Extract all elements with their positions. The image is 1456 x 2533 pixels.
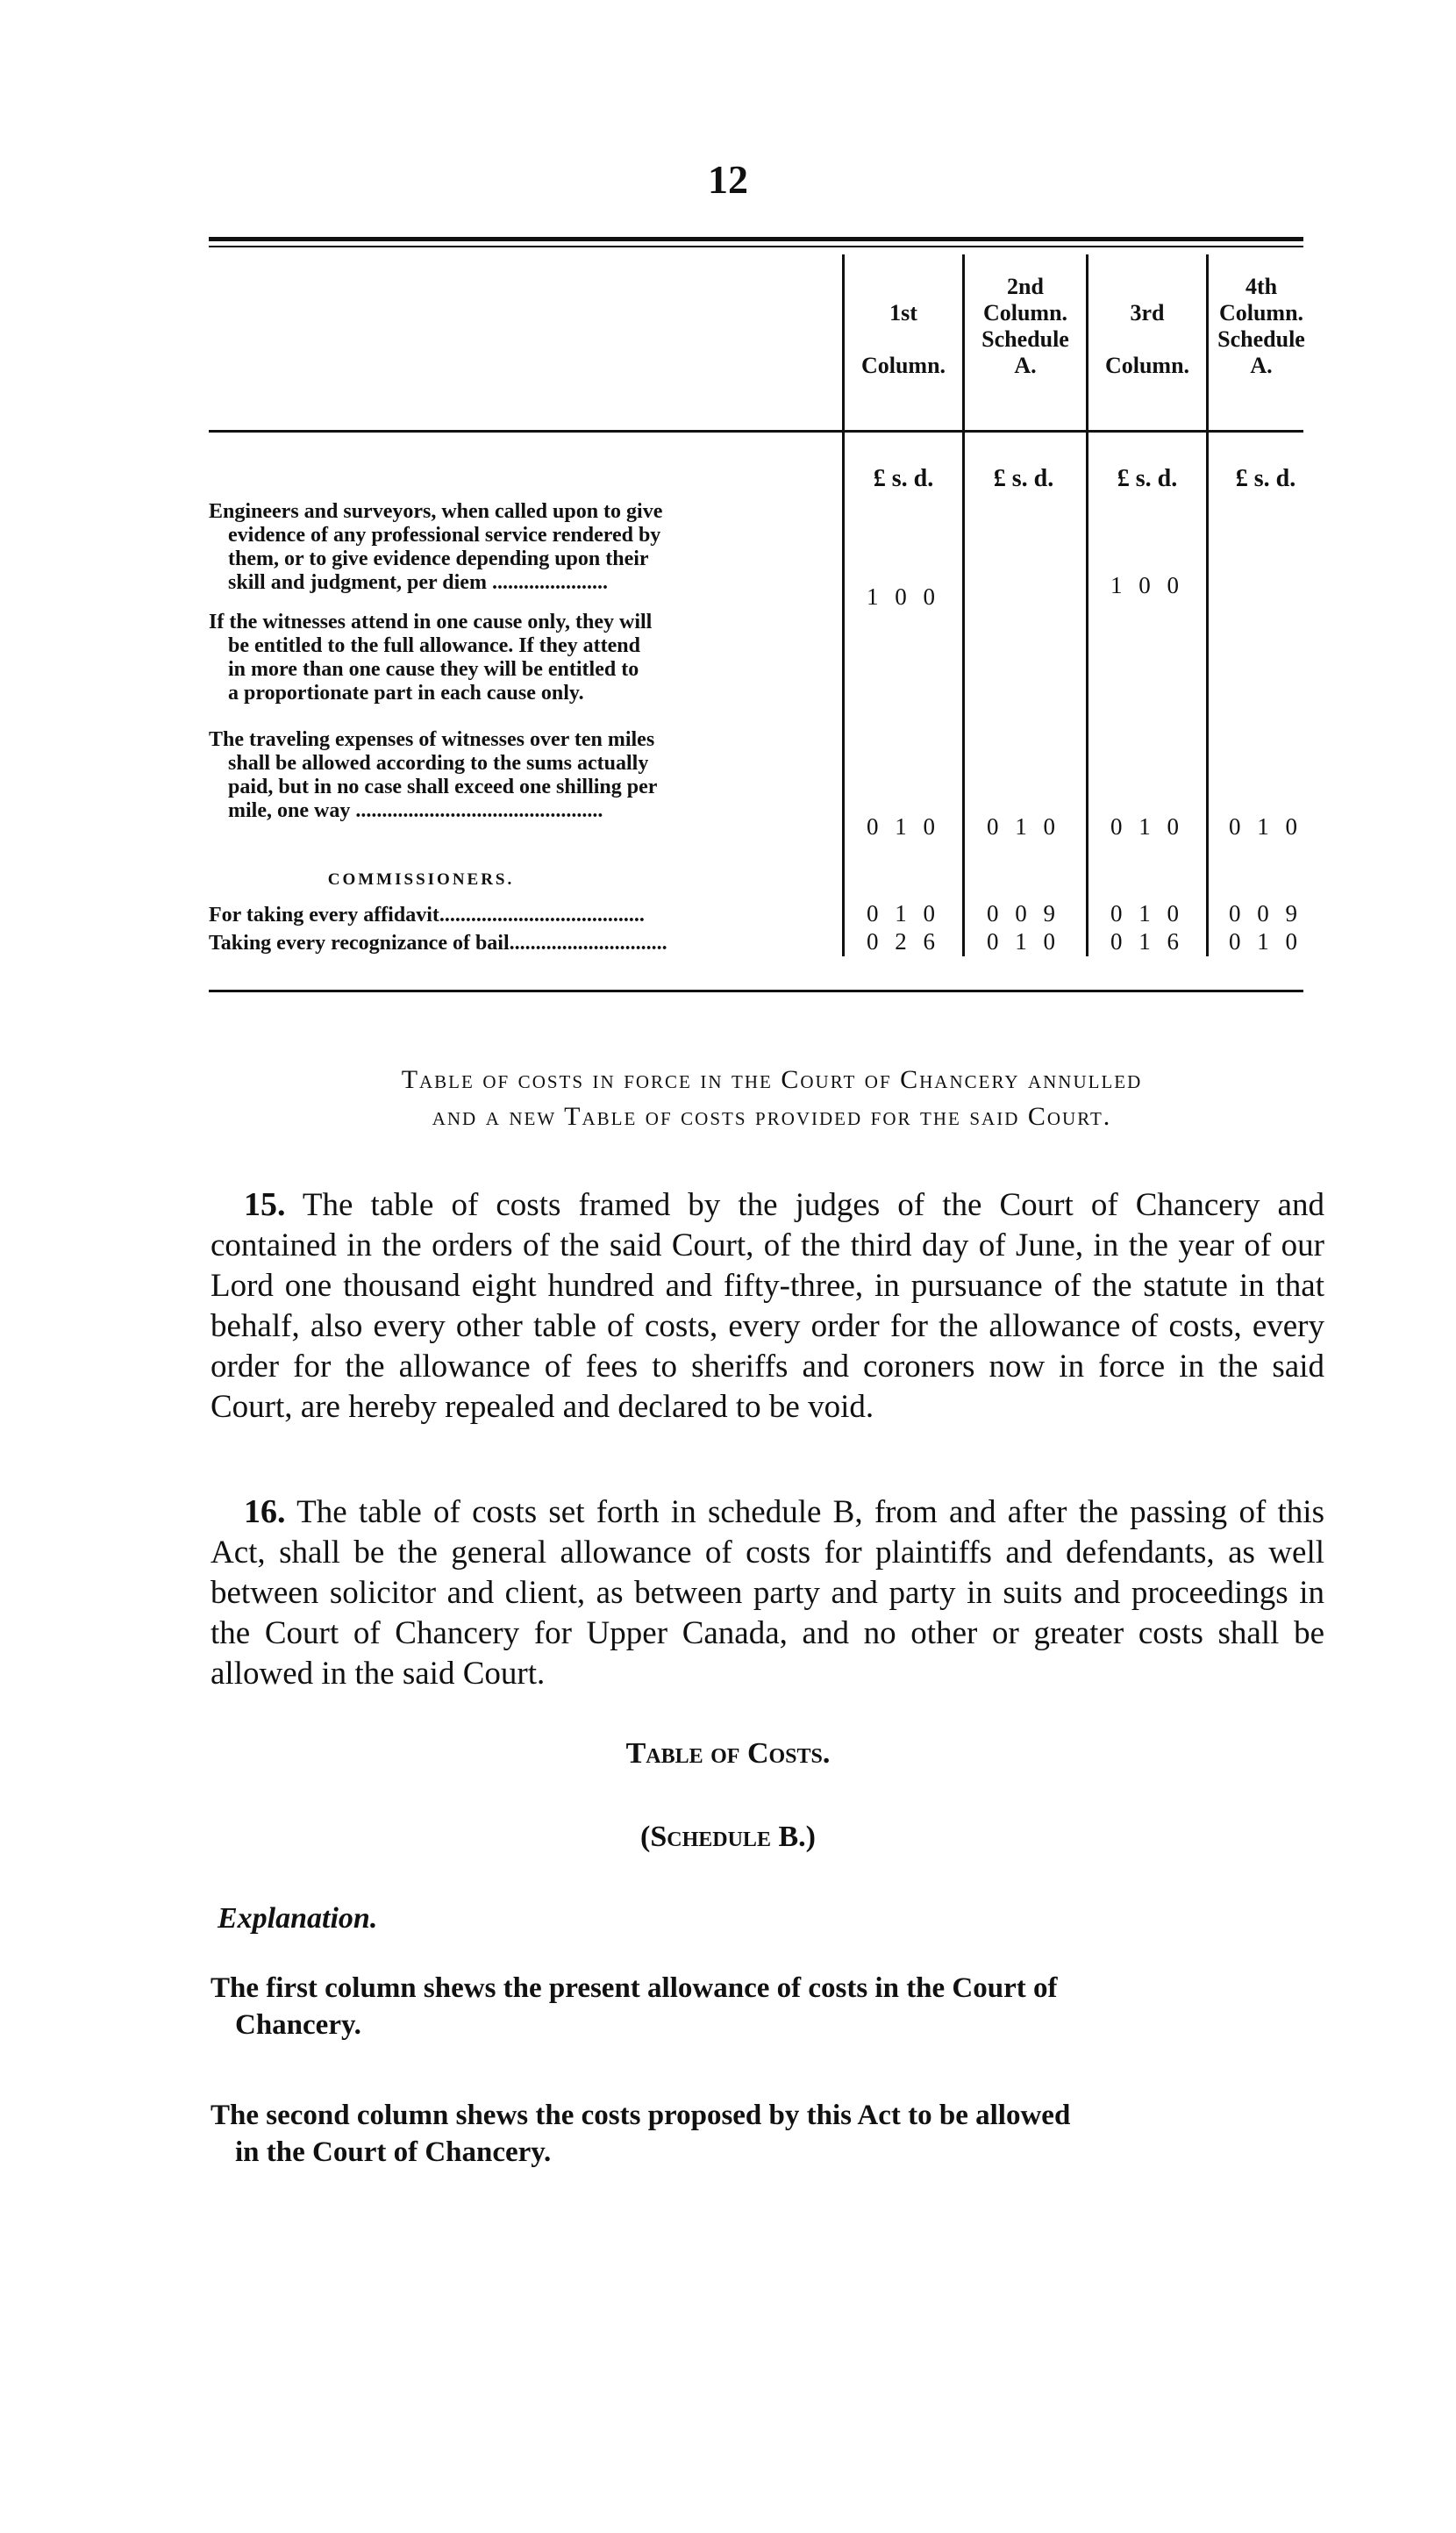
table-bottom-rule — [209, 990, 1303, 992]
row-text-line: The traveling expenses of witnesses over ten miles — [209, 728, 655, 751]
explanation-title: Explanation. — [218, 1902, 378, 1935]
explanation-line: Chancery. — [235, 2009, 361, 2041]
cell-value: 0 1 0 — [867, 900, 940, 927]
row-text-line: them, or to give evidence depending upon their — [228, 547, 649, 570]
cell-value: 0 1 0 — [1110, 813, 1184, 840]
column-header-line — [845, 274, 962, 300]
column-header-line — [1088, 326, 1206, 353]
paragraph-15 — [211, 1184, 1324, 1427]
table-row-recognizance: Taking every recognizance of bail.............................. — [209, 932, 667, 955]
cell-value: 0 0 9 — [987, 900, 1060, 927]
paragraph-16 — [211, 1492, 1324, 1694]
row-text-line: paid, but in no case shall exceed one shilling per — [228, 776, 658, 798]
row-text-line: skill and judgment, per diem ...................... — [228, 571, 608, 594]
table-row-engineers — [209, 500, 842, 595]
schedule-label: (Schedule B.) — [640, 1821, 816, 1853]
section-number: 15. — [244, 1186, 286, 1223]
cell-value: 0 1 0 — [1110, 900, 1184, 927]
column-header-3 — [1088, 274, 1206, 379]
column-header-line: 4th — [1245, 274, 1278, 299]
column-header-line: Column. — [860, 353, 946, 378]
commissioners-heading: COMMISSIONERS. — [327, 870, 515, 889]
row-text-line: be entitled to the full allowance. If they attend — [228, 634, 640, 657]
column-header-1 — [845, 274, 962, 379]
column-header-line — [845, 326, 962, 353]
cell-value: 0 1 0 — [1229, 928, 1303, 955]
paragraph-text: The table of costs framed by the judges of the Court of Chancery and contained in the orders of the said Court, of the third day of June, in the year of our Lord one thousand eight hundred and fifty-three, in pursuance of the statute in that behalf, also every other table of costs, every order for the allowance of costs, every order for the allowance of fees to sheriffs and coroners now in force in the said Court, are hereby repealed and declared to be void. — [211, 1187, 1324, 1425]
explanation-line: The first column shews the present allowance of costs in the Court of — [211, 1972, 1058, 2004]
unit-label: £ s. d. — [873, 465, 934, 492]
page-number: 12 — [708, 157, 748, 202]
header-bottom-rule — [209, 430, 1303, 433]
row-text-line: mile, one way ............................................... — [228, 799, 603, 822]
cell-value: 1 0 0 — [1110, 572, 1184, 598]
column-header-line: Column. — [1218, 300, 1304, 326]
unit-label: £ s. d. — [1235, 465, 1296, 492]
row-text-line: a proportionate part in each cause only. — [228, 682, 584, 705]
explanation-line: in the Court of Chancery. — [235, 2136, 552, 2168]
row-text-line: evidence of any professional service rendered by — [228, 524, 661, 547]
cell-value: 0 1 0 — [1229, 813, 1303, 840]
table-row-traveling — [209, 728, 842, 823]
explanation-item — [211, 1970, 1333, 2043]
table-row-witnesses — [209, 611, 842, 705]
table-row-affidavit: For taking every affidavit....................................... — [209, 904, 645, 927]
column-header-line: 2nd — [1007, 274, 1044, 299]
column-header-line: 3rd — [1130, 300, 1165, 326]
cell-value: 0 1 6 — [1110, 928, 1184, 955]
row-text-line: in more than one cause they will be entitled to — [228, 658, 639, 681]
section-heading — [193, 1062, 1351, 1135]
column-header-line: A. — [1014, 353, 1037, 378]
unit-label: £ s. d. — [1117, 465, 1178, 492]
section-number: 16. — [244, 1493, 286, 1530]
cell-value: 0 2 6 — [867, 928, 940, 955]
row-text-line: If the witnesses attend in one cause only, they will — [209, 611, 653, 633]
column-header-line: Schedule — [981, 326, 1069, 352]
column-header-line — [1088, 274, 1206, 300]
section-heading-line: Table of costs in force in the Court of Chancery annulled — [401, 1065, 1143, 1094]
cell-value: 0 1 0 — [987, 813, 1060, 840]
table-top-rule-thin — [209, 246, 1303, 247]
cell-value: 0 1 0 — [987, 928, 1060, 955]
unit-label: £ s. d. — [993, 465, 1054, 492]
row-text-line: shall be allowed according to the sums actually — [228, 752, 649, 775]
explanation-line: The second column shews the costs proposed by this Act to be allowed — [211, 2100, 1071, 2131]
explanation-item — [211, 2097, 1333, 2171]
table-of-costs-title: Table of Costs. — [625, 1737, 831, 1770]
column-header-2 — [965, 274, 1086, 379]
cell-value: 0 1 0 — [867, 813, 940, 840]
column-header-line: 1st — [889, 300, 917, 326]
table-top-rule — [209, 237, 1303, 241]
row-text-line: Engineers and surveyors, when called upon to give — [209, 500, 663, 523]
column-header-line: Schedule — [1217, 326, 1305, 352]
column-header-4 — [1209, 274, 1314, 379]
column-header-line: Column. — [1104, 353, 1190, 378]
paragraph-text: The table of costs set forth in schedule B, from and after the passing of this Act, shall be the general allowance of costs for plaintiffs and defendants, as well between solicitor and client, as between party and party in suits and proceedings in the Court of Chancery for Upper Canada, and no other or greater costs shall be allowed in the said Court. — [211, 1494, 1324, 1692]
section-heading-line: and a new Table of costs provided for the said Court. — [432, 1102, 1112, 1131]
cell-value: 1 0 0 — [867, 583, 940, 610]
cell-value: 0 0 9 — [1229, 900, 1303, 927]
column-header-line: A. — [1250, 353, 1273, 378]
column-header-line: Column. — [982, 300, 1068, 326]
